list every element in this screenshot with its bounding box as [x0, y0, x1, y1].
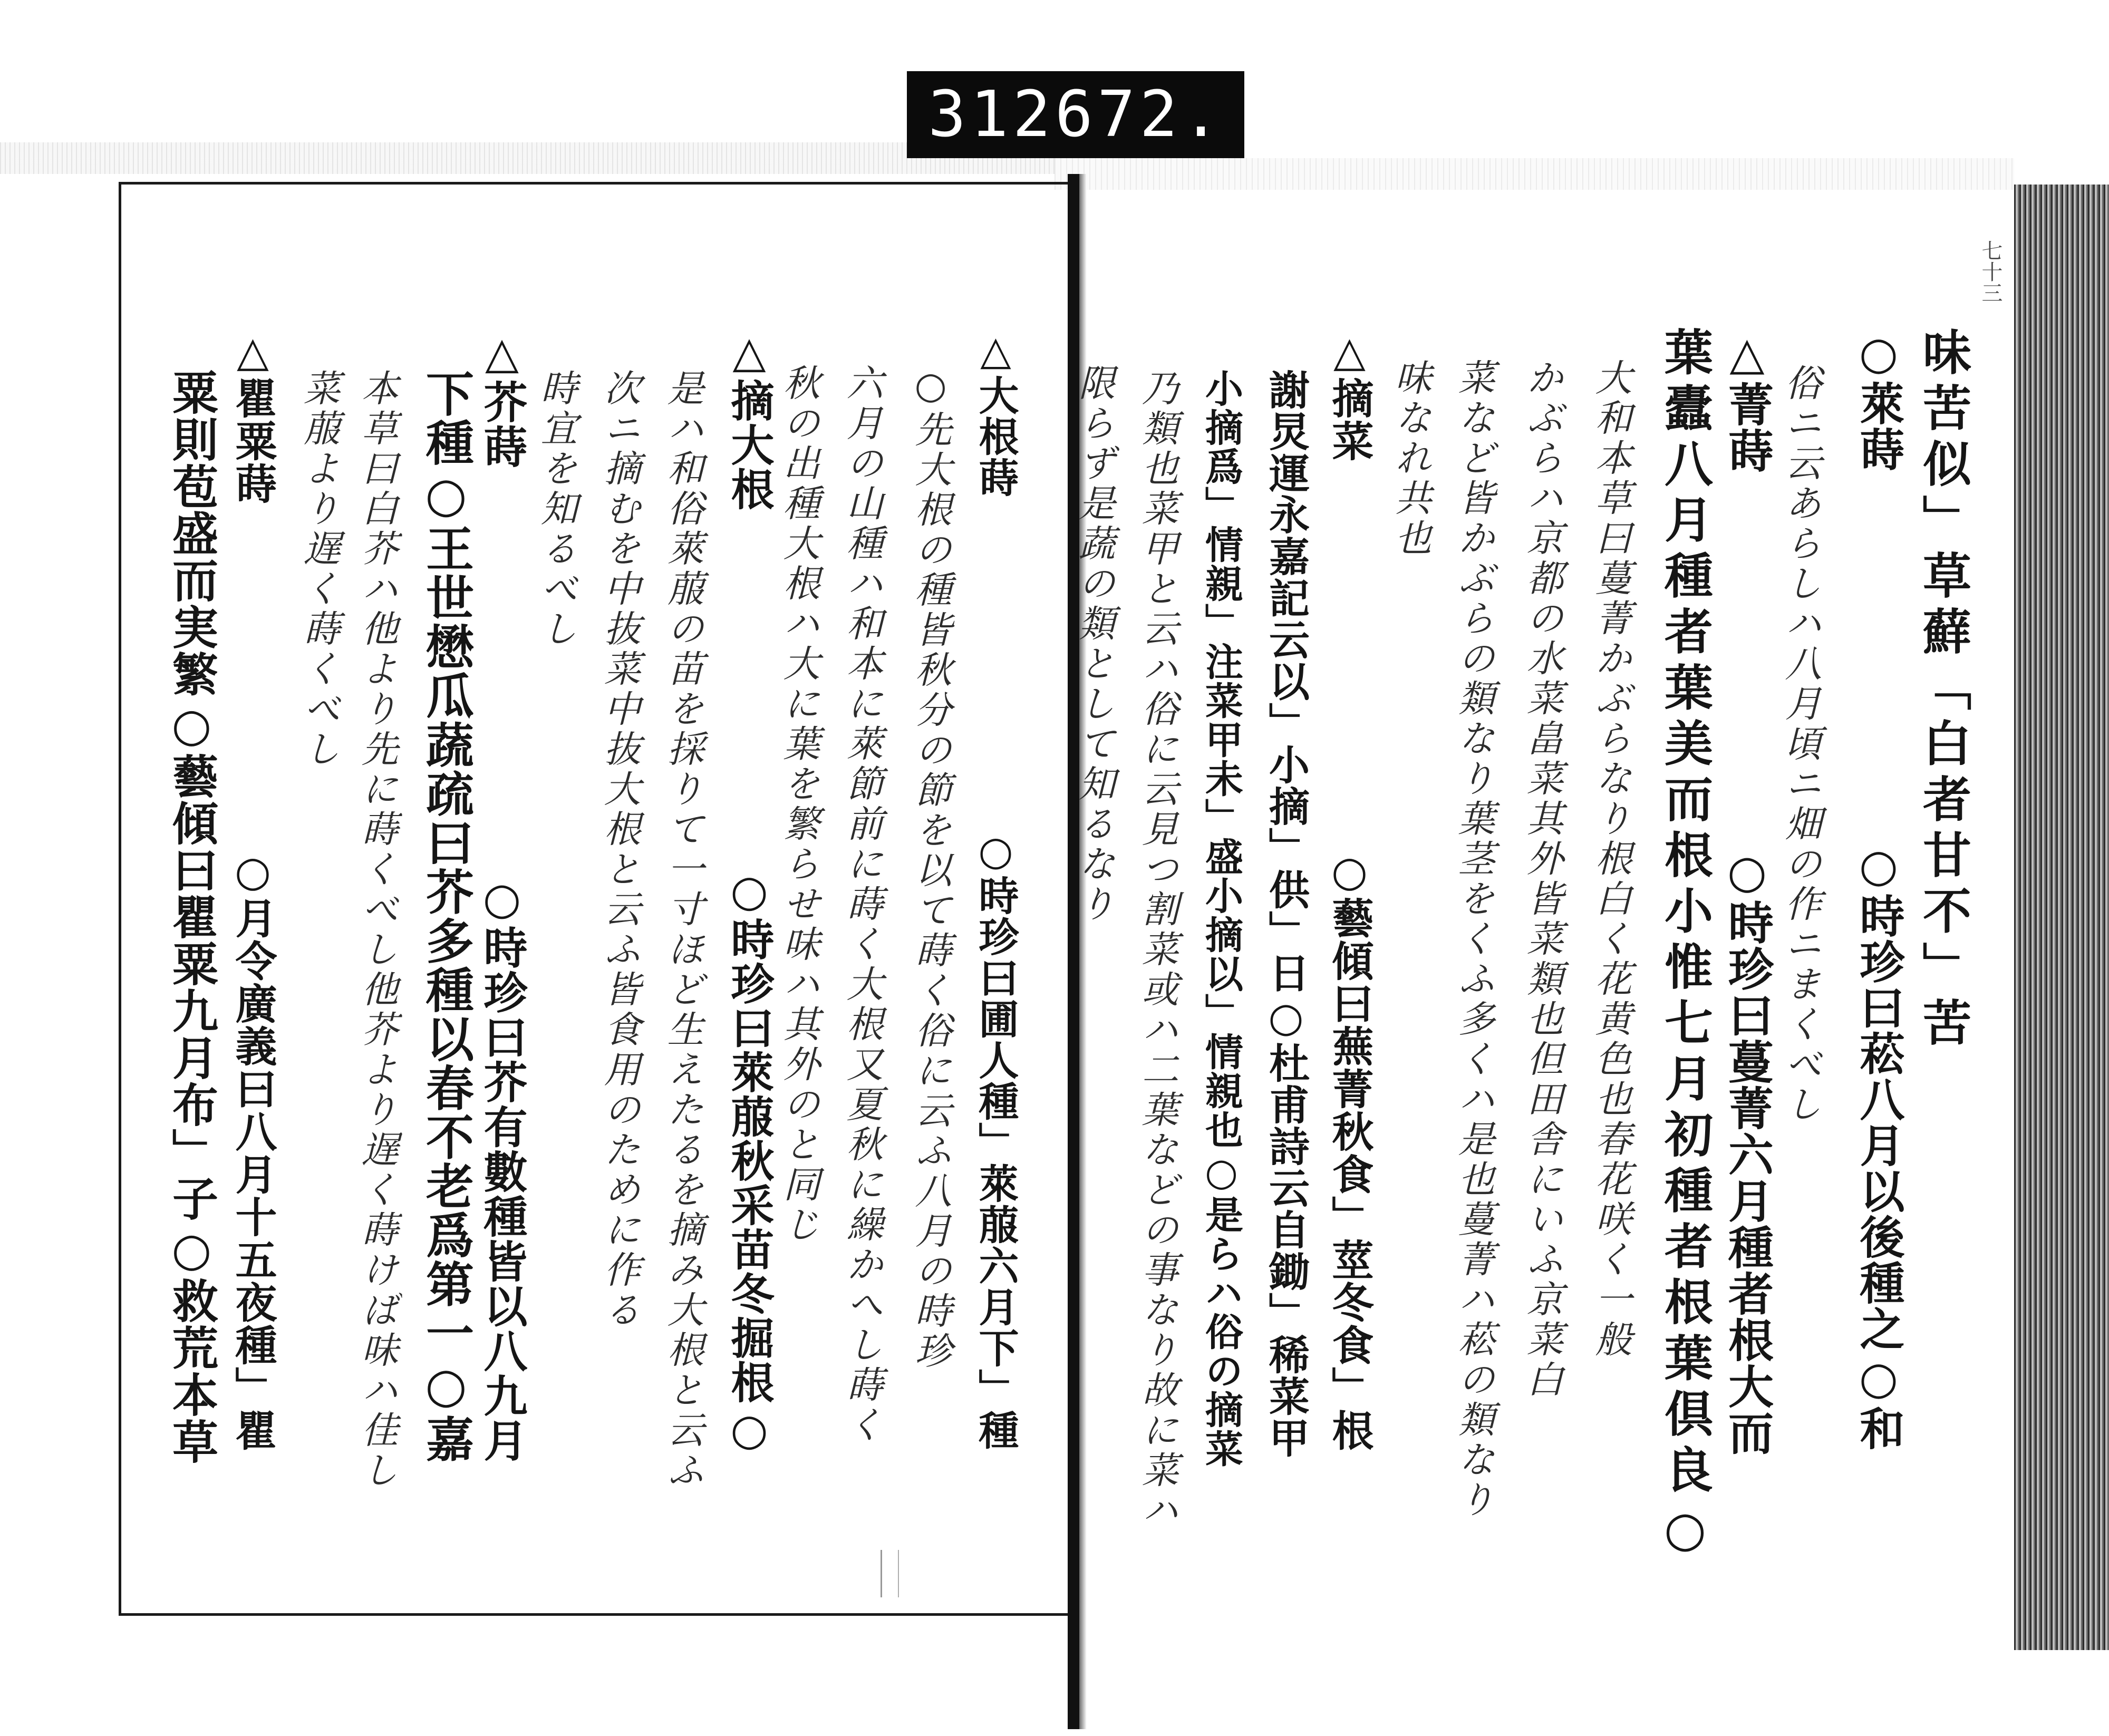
right-page-column-5: 葉蠹八月種者葉美而根小惟七月初種者根葉倶良○ — [1657, 327, 1714, 1565]
scratch-mark — [881, 1550, 899, 1597]
right-page-column-12: 小摘爲﹂情親﹂注菜甲未﹂盛小摘以﹂情親也○是らハ俗の摘菜 — [1199, 369, 1244, 1468]
right-page-column-8: 菜など皆かぶらの類なり葉茎をくふ多くハ是也蔓菁ハ菘の類なり — [1452, 358, 1495, 1520]
archive-label-left: 312 — [928, 78, 1055, 151]
left-page-column-13: △瞿粟蒔 ○月令廣義曰八月十五夜種﹂瞿 — [228, 327, 277, 1452]
right-page-column-7: かぶらハ京都の水菜畠菜其外皆菜類也但田舎にいふ京菜白 — [1521, 358, 1564, 1400]
left-page-column-4: 秋の出種大根ハ大に葉を繁らせ味ハ其外のと同じ — [777, 364, 820, 1245]
right-page-column-10: △摘菜 ○藝傾曰蕪菁秋食﹂莖冬食﹂根 — [1325, 327, 1374, 1452]
archive-label — [907, 71, 1244, 158]
right-page-column-9: 味なれ共也 — [1389, 358, 1432, 559]
left-page-column-11: 本草曰白芥ハ他より先に蒔くべし他芥より遅く蒔けば味ハ佳し — [355, 369, 399, 1491]
page-number: 七十三 — [1978, 240, 2002, 303]
right-page-column-11: 謝炅運永嘉記云以﹂小摘﹂供﹂日○杜甫詩云自鋤﹂稀菜甲 — [1262, 369, 1310, 1459]
left-page-column-12: 菜菔より遅く蒔くべし — [297, 369, 341, 770]
right-page-column-2: ○萊蒔 ○時珍曰菘八月以後種之○和 — [1852, 327, 1905, 1451]
right-page-column-3: 俗ニ云あらしハ八月頃ニ畑の作ニまくべし — [1779, 364, 1822, 1125]
left-page-column-8: △芥蒔 ○時珍曰芥有數種皆以八九月 — [476, 327, 528, 1463]
left-page-column-6: 是ハ和俗萊菔の苗を採りて一寸ほど生えたるを摘み大根と云ふ — [661, 369, 704, 1491]
right-page-column-4: △菁蒔 ○時珍曰蔓菁六月種者根大而 — [1720, 327, 1774, 1456]
left-page-column-1: △大根蒔 ○時珍曰圃人種﹂萊菔六月下﹂種 — [972, 327, 1019, 1451]
page-top-edge-right — [1054, 158, 2014, 190]
left-page-column-2: ○先大根の種皆秋分の節を以て蒔く俗に云ふ八月の時珍 — [909, 364, 952, 1372]
right-page-column-13: 乃類也菜甲と云ハ俗に云見つ割菜或ハ二葉などの事なり故に菜ハ — [1136, 369, 1179, 1531]
right-page-column-14: 限らず是蔬の類として知るなり — [1072, 364, 1116, 925]
page-top-edge — [0, 142, 1054, 174]
left-page-column-14: 粟則苞盛而実繁○藝傾曰瞿粟九月布﹂子○救荒本草 — [165, 369, 219, 1465]
left-page-column-9: 下種○王世懋瓜蔬疏曰芥多種以春不老爲第一○嘉 — [418, 369, 474, 1463]
archive-label-right: 672. — [1054, 78, 1224, 151]
right-page-column-1: 味苦似﹂草蘚﹁白者甘不﹂苦 — [1915, 327, 1972, 1053]
left-page-column-3: 六月の山種ハ和本に萊節前に蒔く大根又夏秋に繰かへし蒔く — [840, 364, 884, 1446]
left-page-column-5: △摘大根 ○時珍曰萊菔秋采苗冬掘根○ — [724, 327, 775, 1456]
right-page-column-6: 大和本草曰蔓菁かぶらなり根白く花黄色也春花咲く一般 — [1589, 358, 1632, 1360]
page-stack-edge — [2014, 185, 2109, 1650]
left-page-column-7: 次ニ摘むを中抜菜中抜大根と云ふ皆食用のために作る — [598, 369, 641, 1331]
left-page-column-10: 時宜を知るべし — [535, 369, 578, 649]
